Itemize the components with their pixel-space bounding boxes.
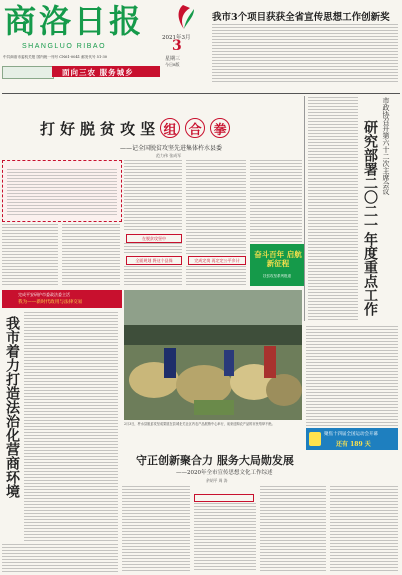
left-feature-headline: 我市着力打造法治化营商环境 bbox=[4, 316, 20, 498]
right-headline: 研究部署二〇二一年度重点工作 bbox=[362, 120, 378, 316]
lead-char-circled: 组 bbox=[160, 118, 180, 138]
bottom-body-col-4 bbox=[330, 486, 398, 572]
bottom-subtitle: ——2020年全市宣传思想文化工作综述 bbox=[176, 470, 273, 476]
lead-body-col-2 bbox=[62, 224, 120, 286]
bottom-body-col-2 bbox=[194, 503, 256, 572]
lead-char: 坚 bbox=[140, 119, 156, 138]
games-logo-icon bbox=[309, 432, 321, 446]
top-story-text bbox=[212, 24, 398, 82]
lead-char-circled: 拳 bbox=[210, 118, 230, 138]
masthead-divider bbox=[2, 93, 400, 94]
bottom-body-col-1 bbox=[122, 486, 190, 572]
left-feature-body bbox=[24, 312, 118, 542]
lead-byline: 范力伟 张成军 bbox=[156, 153, 182, 158]
lead-char: 打 bbox=[40, 119, 56, 138]
lead-char: 好 bbox=[60, 119, 76, 138]
market-photo bbox=[124, 290, 302, 420]
bottom-subhead-box bbox=[194, 494, 254, 502]
masthead bbox=[0, 0, 402, 92]
lead-char: 脱 bbox=[80, 119, 96, 138]
games-countdown-ad: 聚焦十四届全国运动会开幕 还有 189 天 bbox=[306, 428, 398, 450]
lead-char: 攻 bbox=[120, 119, 136, 138]
lead-body-col-3 bbox=[124, 160, 182, 232]
issue-day: 3 bbox=[172, 38, 182, 54]
lead-char-circled: 合 bbox=[185, 118, 205, 138]
campaign-banner: 奋斗百年 启航新征程 扶贫攻坚系列报道 bbox=[250, 244, 304, 286]
top-headline: 我市3个项目获获全省宣传思想工作创新奖 bbox=[212, 12, 390, 23]
right-kicker: 市政协召开第六十二次主席会议 bbox=[382, 97, 390, 195]
newspaper-pinyin: SHANGLUO RIBAO bbox=[22, 43, 107, 50]
issue-date: 2021年3月 bbox=[162, 35, 191, 41]
lead-body-col-1 bbox=[2, 224, 58, 286]
issue-weekday: 星期三 bbox=[165, 56, 181, 62]
highlight-box: 全面规划 将这个县保 bbox=[126, 256, 182, 265]
issue-info: 今日8版 bbox=[165, 62, 180, 67]
lead-subtitle: ——记全国脱贫攻坚先进集体杵水县委 bbox=[120, 145, 223, 152]
photo-caption: 2月3日，杵水县脱贫攻坚成果展在县城北关社区内农产品展销中心举行，前来选购农产品的市民络绎不绝。 bbox=[124, 422, 275, 426]
bottom-headline: 守正创新聚合力 服务大局勋发展 bbox=[136, 454, 294, 467]
right-body-col-2 bbox=[306, 326, 398, 426]
right-divider bbox=[304, 96, 305, 321]
publisher-line: 中共商洛市委机关报 国内统一刊号 CN61-0041 邮发代号 51-30 bbox=[3, 55, 108, 59]
logo-mark-icon bbox=[170, 3, 196, 31]
lead-body-col-5 bbox=[250, 160, 302, 242]
lead-headline bbox=[40, 117, 250, 139]
bottom-byline: 余胡平 周 涛 bbox=[206, 478, 228, 483]
newspaper-title: 商洛日报 bbox=[4, 2, 145, 40]
lead-body-col-4 bbox=[186, 160, 246, 255]
right-body-col-1 bbox=[308, 97, 358, 322]
lead-summary-box bbox=[2, 160, 122, 222]
lead-char: 贫 bbox=[100, 119, 116, 138]
left-body-bottom bbox=[2, 544, 118, 572]
highlight-box: 完成定岗 再定定公平乡计 bbox=[188, 256, 246, 265]
highlight-box: 在脱贫攻坚中 bbox=[126, 234, 182, 243]
bottom-body-col-3 bbox=[260, 486, 326, 572]
bank-ad-strip bbox=[2, 66, 54, 79]
left-feature-tag: 完成平安研护市委政法委主活 我为——新时代政用与法律交易 bbox=[2, 290, 122, 308]
slogan-text: 面向三农 服务城乡 bbox=[62, 68, 134, 77]
